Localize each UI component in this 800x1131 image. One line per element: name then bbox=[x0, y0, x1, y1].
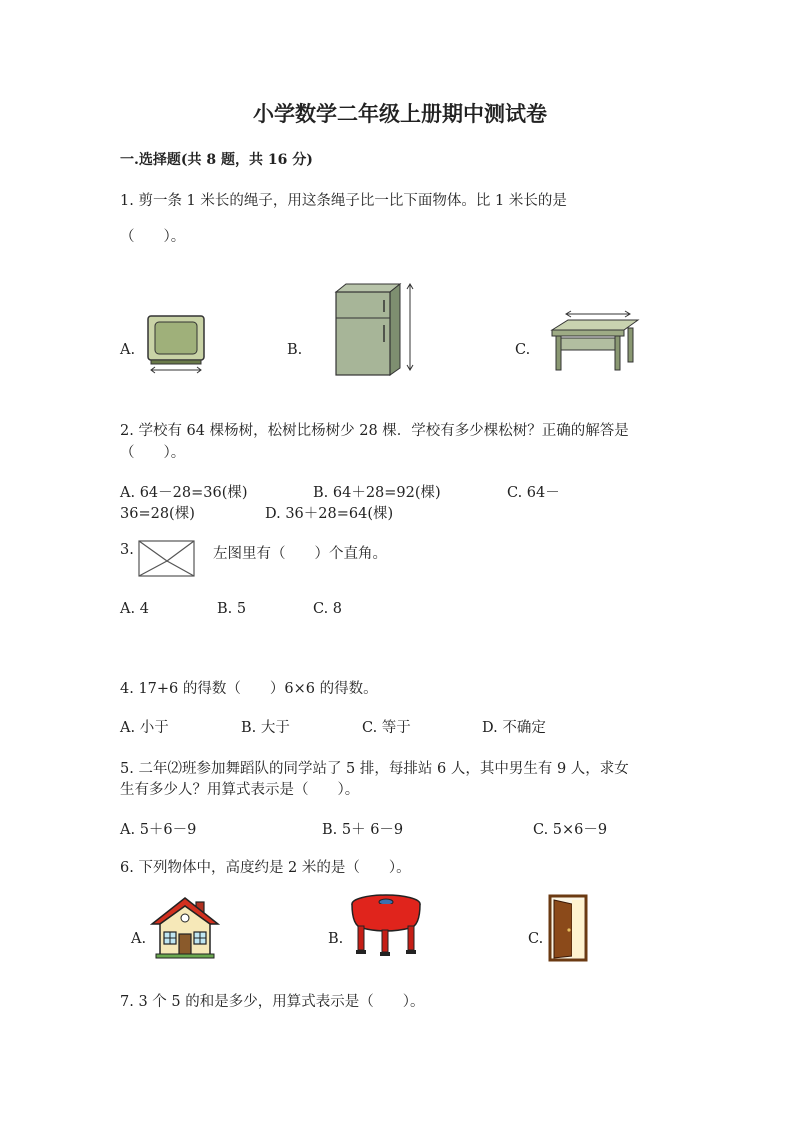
q4-option-a[interactable]: A. 小于 bbox=[120, 720, 169, 736]
door-icon bbox=[548, 894, 590, 964]
q3-option-b[interactable]: B. 5 bbox=[217, 601, 247, 617]
q3-option-c[interactable]: C. 8 bbox=[313, 601, 343, 617]
q6-option-c-label[interactable]: C. bbox=[528, 931, 544, 947]
round-table-icon bbox=[348, 892, 428, 962]
question-7-text: 7. 3 个 5 的和是多少，用算式表示是（ ）。 bbox=[120, 994, 425, 1010]
q4-option-d[interactable]: D. 不确定 bbox=[482, 720, 546, 736]
q2-option-c-continued[interactable]: 36=28(棵) bbox=[120, 506, 195, 522]
desk-icon bbox=[546, 308, 642, 376]
q5-option-a[interactable]: A. 5＋6－9 bbox=[120, 822, 197, 838]
q2-option-c[interactable]: C. 64－ bbox=[507, 485, 560, 501]
q2-option-b[interactable]: B. 64＋28=92(棵) bbox=[313, 485, 441, 501]
q3-option-a[interactable]: A. 4 bbox=[120, 601, 149, 617]
tv-icon bbox=[145, 312, 209, 374]
question-5-line1: 5. 二年⑵班参加舞蹈队的同学站了 5 排，每排站 6 人，其中男生有 9 人，求女 bbox=[120, 761, 629, 777]
q2-option-d[interactable]: D. 36＋28=64(棵) bbox=[265, 506, 394, 522]
q6-option-a-label[interactable]: A. bbox=[131, 931, 147, 947]
q1-option-a-label[interactable]: A. bbox=[120, 342, 136, 358]
question-2-line2: （ ）。 bbox=[120, 445, 186, 461]
page-title: 小学数学二年级上册期中测试卷 bbox=[253, 101, 547, 126]
question-1-line2: （ ）。 bbox=[120, 229, 186, 245]
question-1-line1: 1. 剪一条 1 米长的绳子，用这条绳子比一比下面物体。比 1 米长的是 bbox=[120, 193, 567, 209]
q1-option-b-label[interactable]: B. bbox=[287, 342, 303, 358]
question-4-text: 4. 17+6 的得数（ ）6×6 的得数。 bbox=[120, 681, 378, 697]
q6-option-b-label[interactable]: B. bbox=[328, 931, 344, 947]
question-5-line2: 生有多少人？用算式表示是（ ）。 bbox=[120, 782, 360, 798]
question-3-text: 左图里有（ ）个直角。 bbox=[213, 546, 387, 562]
q5-option-c[interactable]: C. 5×6－9 bbox=[533, 822, 608, 838]
question-3-number: 3. bbox=[120, 542, 134, 558]
refrigerator-icon bbox=[328, 280, 420, 378]
envelope-figure-icon bbox=[137, 539, 197, 579]
question-2-line1: 2. 学校有 64 棵杨树，松树比杨树少 28 棵．学校有多少棵松树？正确的解答是 bbox=[120, 423, 629, 439]
q1-option-c-label[interactable]: C. bbox=[515, 342, 531, 358]
section-heading: 一.选择题(共 8 题，共 16 分) bbox=[120, 152, 313, 168]
q4-option-c[interactable]: C. 等于 bbox=[362, 720, 411, 736]
question-6-text: 6. 下列物体中，高度约是 2 米的是（ ）。 bbox=[120, 860, 411, 876]
q5-option-b[interactable]: B. 5＋ 6－9 bbox=[322, 822, 404, 838]
q4-option-b[interactable]: B. 大于 bbox=[241, 720, 290, 736]
q2-option-a[interactable]: A. 64－28=36(棵) bbox=[120, 485, 248, 501]
house-icon bbox=[150, 894, 220, 960]
